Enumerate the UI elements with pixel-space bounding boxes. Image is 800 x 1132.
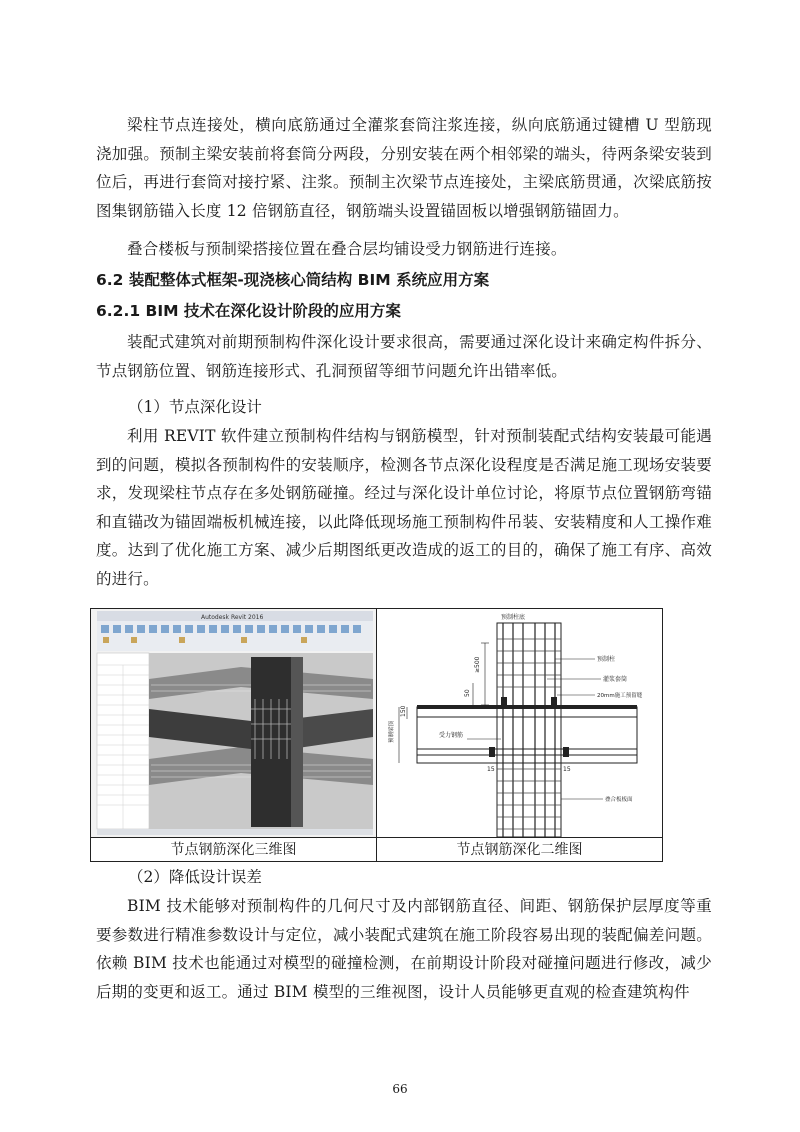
paragraph-bim-precision: BIM 技术能够对预制构件的几何尺寸及内部钢筋直径、间距、钢筋保护层厚度等重要参数进行精准参数设计与定位，减小装配式建筑在施工阶段容易出现的装配偏差问题。依赖 BIM 技术也能通过对模型的碰撞检测，在前期设计阶段对碰撞问题进行修改，减少后期的变更和返工。通过 BIM 模型的三维视图，设计人员能够更直观的检查建筑构件 [96,897,712,1001]
section-heading-6-2: 6.2 装配整体式框架-现浇核心筒结构 BIM 系统应用方案 [96,271,490,289]
revit-window-title: Autodesk Revit 2016 [201,614,264,621]
paragraph-revit-model: 利用 REVIT 软件建立预制构件结构与钢筋模型，针对预制装配式结构安装最可能遇到的问题，模拟各预制构件的安装顺序，检测各节点深化设程度是否满足施工现场安装要求，发现梁柱节点存在多处钢筋碰撞。经过与深化设计单位讨论，将原节点位置钢筋弯锚和直锚改为锚固端板机械连接，以此降低现场施工预制构件吊装、安装精度和人工操作难度。达到了优化施工方案、减少后期图纸更改造成的返工的目的，确保了施工有序、高效的进行。 [96,427,712,588]
revit-screenshot-image [91,609,376,837]
page-number: 66 [392,1082,408,1096]
paragraph-beam-column-joint: 梁柱节点连接处，横向底筋通过全灌浆套筒注浆连接，纵向底筋通过键槽 U 型筋现浇加强。预制主梁安装前将套筒分两段，分别安装在两个相邻梁的端头，待两条梁安装到位后，再进行套筒对接拧紧、注浆。预制主次梁节点连接处，主梁底筋贯通，次梁底筋按图集钢筋锚入长度 12 倍钢筋直径，钢筋端头设置锚固板以增强钢筋锚固力。 [96,116,712,220]
label-column-bottom: 预制柱底 [501,614,526,621]
figure-table [90,608,663,862]
dim-15-right: 15 [563,766,571,773]
label-beam-top: 预制梁顶 [389,720,395,743]
dim-500: ≥500 [474,656,481,673]
rebar-section-drawing [377,609,662,837]
dim-150: 150 [400,705,407,717]
label-stress-rebar: 受力钢筋 [439,732,464,739]
caption-row [91,837,662,862]
dim-50: 50 [464,689,471,697]
dim-15-left: 15 [487,766,495,773]
subheading-node-design: （1）节点深化设计 [128,398,262,416]
figure-2d-drawing [377,609,662,837]
caption-2d: 节点钢筋深化二维图 [456,842,583,858]
paragraph-composite-slab: 叠合楼板与预制梁搭接位置在叠合层均铺设受力钢筋进行连接。 [127,240,567,258]
label-precast-column: 预制柱 [597,656,616,663]
label-slab-top: 叠合板板面 [605,797,633,803]
caption-3d: 节点钢筋深化三维图 [91,838,377,862]
figure-3d-view [91,609,377,837]
label-grout-sleeve: 灌浆套筒 [603,676,628,683]
paragraph-deepening-design: 装配式建筑对前期预制构件深化设计要求很高，需要通过深化设计来确定构件拆分、节点钢筋位置、钢筋连接形式、孔洞预留等细节问题允许出错率低。 [96,333,712,380]
section-heading-6-2-1: 6.2.1 BIM 技术在深化设计阶段的应用方案 [96,302,401,320]
subheading-reduce-error: （2）降低设计误差 [128,868,262,886]
label-construction-gap: 20mm施工预留缝 [597,693,643,699]
